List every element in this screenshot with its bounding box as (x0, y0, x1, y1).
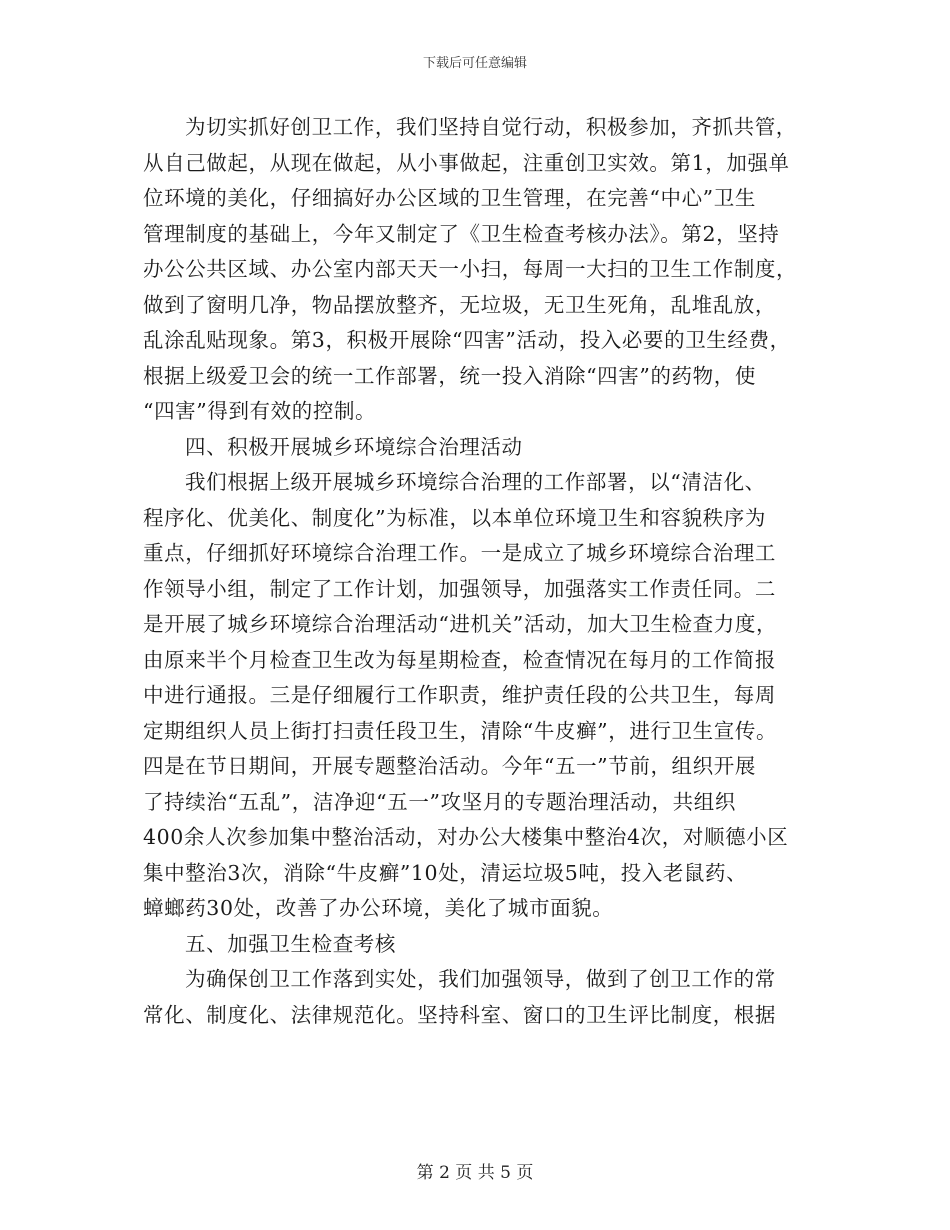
paragraph-line: 作领导小组，制定了工作计划，加强领导，加强落实工作责任同。二 (143, 576, 776, 601)
page-header-note: 下载后可任意编辑 (422, 56, 527, 71)
paragraph-line: 是开展了城乡环境综合治理活动“进机关”活动，加大卫生检查力度， (143, 612, 778, 636)
paragraph-line: 400余人次参加集中整治活动，对办公大楼集中整治4次，对顺德小区 (143, 825, 789, 849)
paragraph-line: 由原来半个月检查卫生改为每星期检查，检查情况在每月的工作简报 (143, 647, 776, 672)
paragraph-line: 我们根据上级开展城乡环境综合治理的工作部署，以“清洁化、 (185, 470, 766, 494)
section-heading: 五、加强卫生检查考核 (185, 931, 396, 956)
paragraph-line: 做到了窗明几净，物品摆放整齐，无垃圾，无卫生死角，乱堆乱放， (143, 292, 776, 317)
paragraph-line: 重点，仔细抓好环境综合治理工作。一是成立了城乡环境综合治理工 (143, 541, 776, 565)
paragraph-line: 为切实抓好创卫工作，我们坚持自觉行动，积极参加，齐抓共管， (185, 115, 797, 139)
paragraph-line: “四害”得到有效的控制。 (143, 399, 377, 423)
paragraph-line: 中进行通报。三是仔细履行工作职责，维护责任段的公共卫生，每周 (143, 683, 776, 707)
paragraph-line: 管理制度的基础上，今年又制定了《卫生检查考核办法》。第2，坚持 (143, 221, 780, 246)
paragraph-line: 办公公共区域、办公室内部天天一小扫，每周一大扫的卫生工作制度， (143, 257, 798, 281)
paragraph-line: 定期组织人员上街打扫责任段卫生，清除“牛皮癣”，进行卫生宣传。 (143, 718, 778, 743)
paragraph-line: 蟑螂药30处，改善了办公环境，美化了城市面貌。 (143, 896, 614, 920)
paragraph-line: 常化、制度化、法律规范化。坚持科室、窗口的卫生评比制度，根据 (143, 1002, 776, 1027)
paragraph-line: 乱涂乱贴现象。第3，积极开展除“四害”活动，投入必要的卫生经费， (143, 328, 791, 352)
paragraph-line: 四是在节日期间，开展专题整治活动。今年“五一”节前，组织开展 (143, 754, 756, 778)
paragraph-line: 了持续治“五乱”，洁净迎“五一”攻坚月的专题治理活动，共组织 (143, 789, 736, 814)
document-body (143, 110, 833, 1033)
paragraph-line: 为确保创卫工作落到实处，我们加强领导，做到了创卫工作的常 (185, 967, 776, 991)
paragraph-line: 从自己做起，从现在做起，从小事做起，注重创卫实效。第1，加强单 (143, 150, 790, 175)
page-number: 第 2 页 共 5 页 (416, 1163, 534, 1183)
section-heading: 四、积极开展城乡环境综合治理活动 (185, 434, 523, 459)
paragraph-line: 集中整治3次，消除“牛皮癣”10处，清运垃圾5吨，投入老鼠药、 (143, 860, 748, 885)
paragraph-line: 位环境的美化，仔细搞好办公区域的卫生管理，在完善“中心”卫生 (143, 186, 756, 210)
paragraph-line: 根据上级爱卫会的统一工作部署，统一投入消除“四害”的药物，使 (143, 363, 756, 388)
paragraph-line: 程序化、优美化、制度化”为标准，以本单位环境卫生和容貌秩序为 (143, 505, 766, 530)
